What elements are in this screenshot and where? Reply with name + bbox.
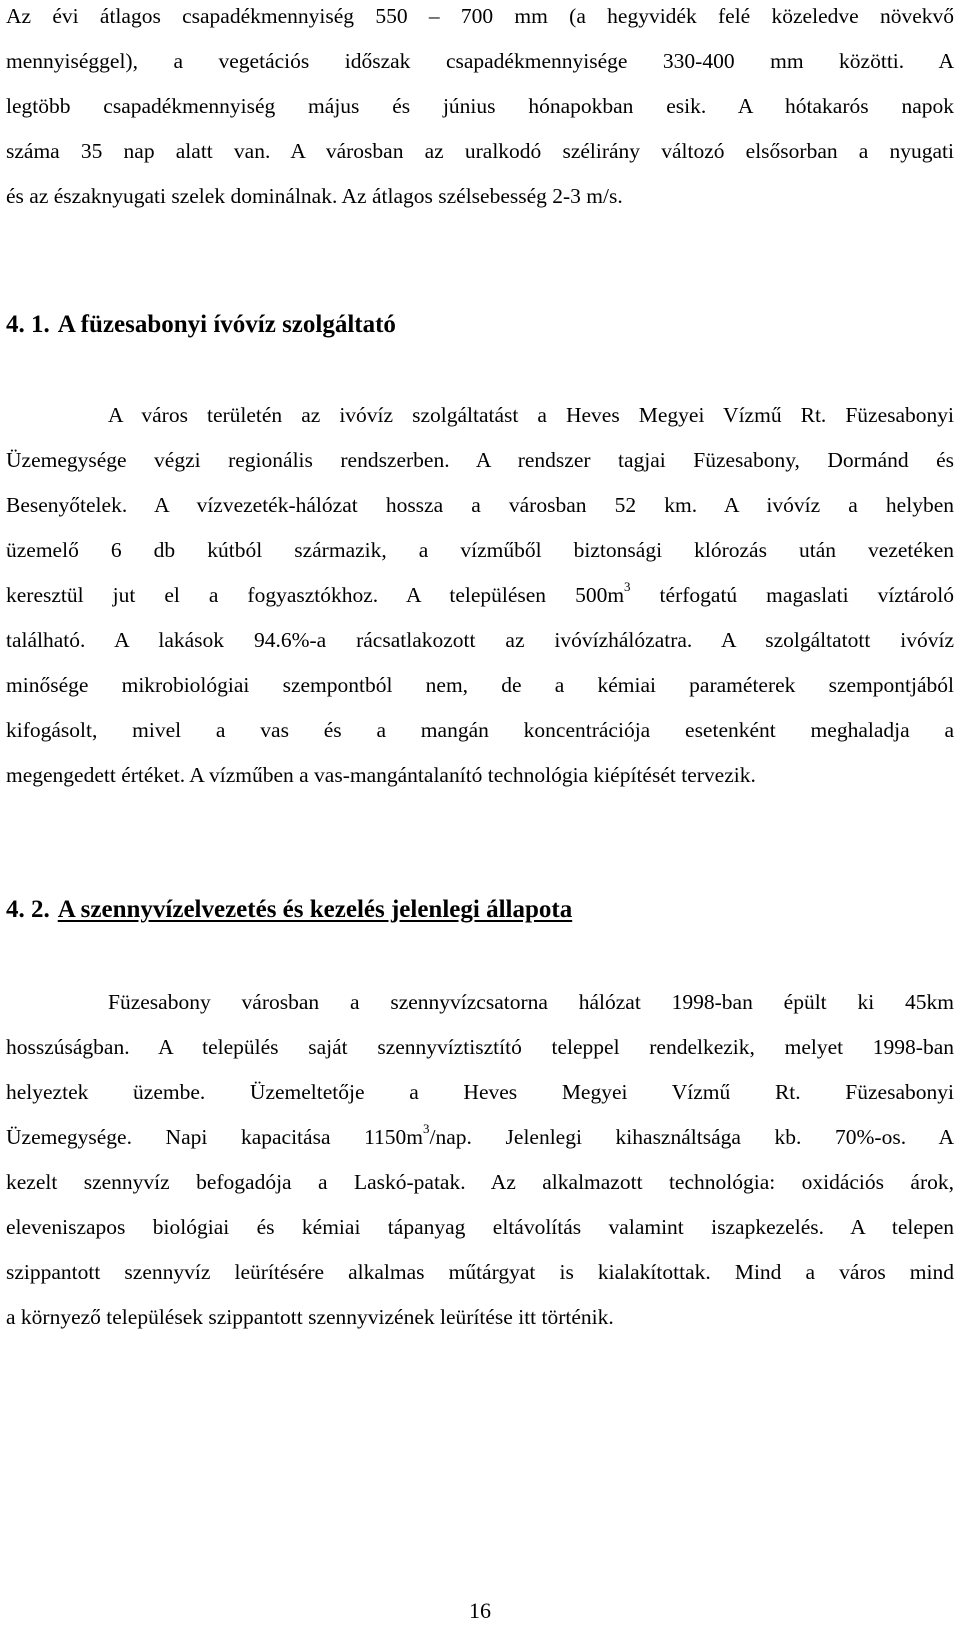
paragraph-line: Füzesabony városban a szennyvízcsatorna hálózat 1998-ban épült ki 45km [108,990,954,1014]
paragraph-line: legtöbb csapadékmennyiség május és június hónapokban esik. A hótakarós napok [6,94,954,118]
intro-paragraph [6,0,954,219]
paragraph-line: kezelt szennyvíz befogadója a Laskó-patak. Az alkalmazott technológia: oxidációs árok, [6,1170,954,1194]
section-number: 4. 2. [6,896,50,923]
paragraph-line: mennyiséggel), a vegetációs időszak csapadékmennyisége 330-400 mm közötti. A [6,49,954,73]
paragraph-line: kifogásolt, mivel a vas és a mangán koncentrációja esetenként meghaladja a [6,718,954,742]
paragraph-line: megengedett értéket. A vízműben a vas-mangántalanító technológia kiépítését tervezik. [6,763,756,787]
superscript: 3 [624,578,631,594]
paragraph-line-with-superscript [6,573,954,618]
paragraph-line: száma 35 nap alatt van. A városban az uralkodó szélirány változó elsősorban a nyugati [6,139,954,163]
section-number: 4. 1. [6,311,50,338]
section-title: A füzesabonyi ívóvíz szolgáltató [57,311,396,338]
page-number: 16 [469,1598,491,1623]
section-heading-4-1 [6,310,396,340]
section-4-1-paragraph [6,393,954,798]
line-text: térfogatú magaslati víztároló [630,583,954,607]
line-text: keresztül jut el a fogyasztókhoz. A településen 500m [6,583,625,607]
paragraph-line: és az északnyugati szelek dominálnak. Az átlagos szélsebesség 2-3 m/s. [6,184,623,208]
line-text: /nap. Jelenlegi kihasználtsága kb. 70%-os. A [429,1125,955,1149]
paragraph-line: Üzemegysége végzi regionális rendszerben. A rendszer tagjai Füzesabony, Dormánd és [6,448,954,472]
paragraph-line: Az évi átlagos csapadékmennyiség 550 – 700 mm (a hegyvidék felé közeledve növekvő [6,4,954,28]
paragraph-line: hosszúságban. A település saját szennyvíztisztító teleppel rendelkezik, melyet 1998-ban [6,1035,954,1059]
section-heading-4-2 [6,895,572,925]
section-4-2-paragraph [6,980,954,1340]
section-title: A szennyvízelvezetés és kezelés jelenlegi állapota [57,896,573,923]
paragraph-line: a környező települések szippantott szennyvizének leürítése itt történik. [6,1305,614,1329]
paragraph-line: A város területén az ivóvíz szolgáltatást a Heves Megyei Vízmű Rt. Füzesabonyi [108,403,954,427]
paragraph-line-with-superscript [6,1115,954,1160]
paragraph-line: szippantott szennyvíz leürítésére alkalmas műtárgyat is kialakítottak. Mind a város mind [6,1260,954,1284]
superscript: 3 [423,1120,430,1136]
line-text: Üzemegysége. Napi kapacitása 1150m [6,1125,424,1149]
paragraph-line: üzemelő 6 db kútból származik, a vízműből biztonsági klórozás után vezetéken [6,538,954,562]
paragraph-line: minősége mikrobiológiai szempontból nem, de a kémiai paraméterek szempontjából [6,673,954,697]
paragraph-line: Besenyőtelek. A vízvezeték-hálózat hossza a városban 52 km. A ivóvíz a helyben [6,493,954,517]
paragraph-line: eleveniszapos biológiai és kémiai tápanyag eltávolítás valamint iszapkezelés. A telepen [6,1215,954,1239]
paragraph-line: helyeztek üzembe. Üzemeltetője a Heves Megyei Vízmű Rt. Füzesabonyi [6,1080,954,1104]
paragraph-line: található. A lakások 94.6%-a rácsatlakozott az ivóvízhálózatra. A szolgáltatott ivóvíz [6,628,954,652]
